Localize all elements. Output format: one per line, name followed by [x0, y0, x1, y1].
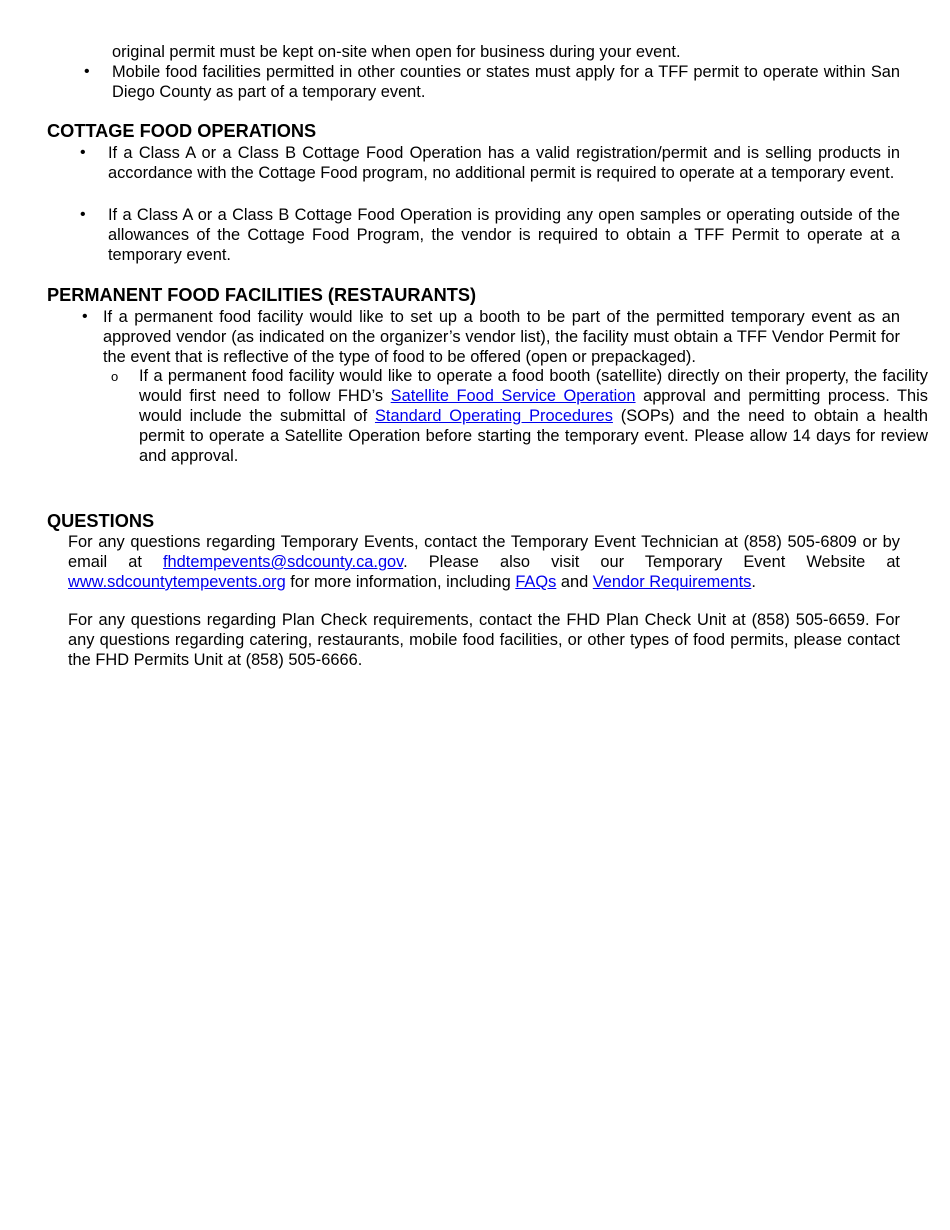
permanent-heading: PERMANENT FOOD FACILITIES (RESTAURANTS): [47, 285, 477, 305]
email-link[interactable]: fhdtempevents@sdcounty.ca.gov: [162, 553, 404, 571]
sub-bullet-icon: o: [111, 369, 119, 384]
sop-link[interactable]: Standard Operating Procedures: [374, 407, 613, 425]
q-text-4: and: [556, 573, 593, 591]
q-text-5: .: [751, 573, 756, 591]
satellite-sub-bullet: [139, 366, 928, 466]
bullet-icon: •: [80, 144, 86, 161]
continued-line: original permit must be kept on-site when open for business during your event.: [112, 43, 681, 61]
sub-text-3: (SOPs) and the need to obtain a health permit to operate a Satellite Operation before starting the temporary event. Please allow 14 days for review and approval.: [139, 407, 928, 465]
satellite-food-service-link[interactable]: Satellite Food Service Operation: [390, 387, 636, 405]
plan-check-paragraph: For any questions regarding Plan Check requirements, contact the FHD Plan Check Unit at (858) 505-6659. For any questions regarding catering, restaurants, mobile food facilities, or other types of food permits, please contact the FHD Permits Unit at (858) 505-6666.: [68, 611, 900, 669]
sub-text-2: approval and permitting process. This would include the submittal of: [139, 387, 928, 425]
cottage-heading: COTTAGE FOOD OPERATIONS: [47, 121, 317, 141]
q-text-3: for more information, including: [285, 573, 516, 591]
website-link[interactable]: www.sdcountytempevents.org: [68, 573, 286, 591]
q-text-2: . Please also visit our Temporary Event Website at: [403, 553, 900, 571]
bullet-icon: •: [84, 63, 90, 80]
q-text-1: For any questions regarding Temporary Events, contact the Temporary Event Technician at (858) 505-6809 or by email at: [68, 533, 900, 571]
faqs-link[interactable]: FAQs: [515, 573, 557, 591]
permanent-bullet: If a permanent food facility would like to set up a booth to be part of the permitted temporary event as an approved vendor (as indicated on the organizer’s vendor list), the facility must obtain a TFF Vendor Permit for the event that is reflective of the type of food to be offered (open or prepackaged).: [103, 308, 900, 366]
cottage-bullet-2: If a Class A or a Class B Cottage Food Operation is providing any open samples or operating outside of the allowances of the Cottage Food Program, the vendor is required to obtain a TFF Permit to operate at a temporary event.: [108, 206, 900, 264]
cottage-bullet-1: If a Class A or a Class B Cottage Food Operation has a valid registration/permit and is selling products in accordance with the Cottage Food program, no additional permit is required to operate at a temporary event.: [108, 144, 900, 182]
mobile-facility-bullet: Mobile food facilities permitted in other counties or states must apply for a TFF permit to operate within San Diego County as part of a temporary event.: [112, 63, 900, 101]
sub-text-1: If a permanent food facility would like to operate a food booth (satellite) directly on their property, the facility would first need to follow FHD’s: [139, 367, 928, 405]
bullet-icon: •: [82, 308, 88, 325]
temporary-events-paragraph: [68, 532, 900, 592]
bullet-icon: •: [80, 206, 86, 223]
vendor-requirements-link[interactable]: Vendor Requirements: [592, 573, 752, 591]
questions-heading: QUESTIONS: [47, 511, 155, 531]
